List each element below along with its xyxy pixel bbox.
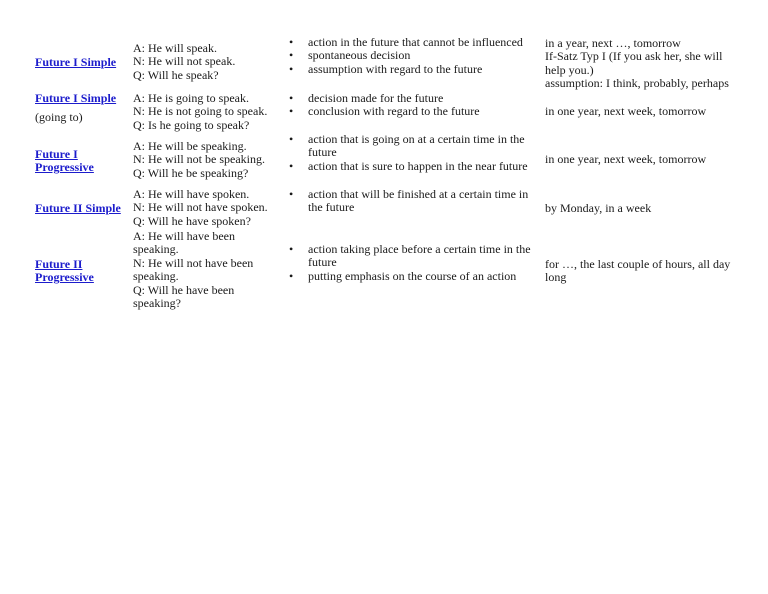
usage-item: • action that will be finished at a certain time in the future (289, 187, 529, 215)
bullet-icon: • (289, 242, 294, 256)
tense-link-future-i-simple-going-to[interactable]: Future I Simple (35, 91, 117, 105)
usage-item: • action taking place before a certain time in the future (289, 242, 531, 270)
forms-cell (133, 230, 275, 310)
usage-item: • action that is sure to happen in the near future (289, 158, 528, 173)
affirmative-form: A: He is going to speak. (133, 91, 249, 105)
usage-list (288, 188, 542, 215)
question-form: Q: Will he have been speaking? (133, 282, 235, 311)
usage-list (288, 92, 542, 119)
signal-words: in a year, next …, tomorrow (545, 36, 681, 50)
usage-list (288, 36, 542, 76)
signal-words-cell (545, 202, 735, 215)
signal-words-cell (545, 105, 735, 118)
affirmative-form: A: He will have been speaking. (133, 229, 235, 257)
signal-words: for …, the last couple of hours, all day long (545, 257, 731, 285)
bullet-icon: • (289, 35, 294, 49)
question-form: Q: Will he be speaking? (133, 165, 249, 180)
forms-cell (133, 42, 275, 82)
tense-name-cell (35, 148, 127, 175)
usage-list (288, 243, 542, 283)
bullet-icon: • (289, 268, 294, 283)
tense-link-future-i-simple[interactable]: Future I Simple (35, 55, 117, 69)
forms-cell (133, 92, 275, 132)
signal-words-cell (545, 153, 735, 166)
affirmative-form: A: He will be speaking. (133, 139, 247, 153)
signal-words: assumption: I think, probably, perhaps (545, 76, 729, 91)
affirmative-form: A: He will speak. (133, 41, 217, 55)
signal-words: by Monday, in a week (545, 201, 652, 215)
usage-item: • action in the future that cannot be influenced (289, 35, 523, 49)
question-form: Q: Is he going to speak? (133, 117, 250, 132)
bullet-icon: • (289, 132, 294, 146)
bullet-icon: • (289, 158, 294, 173)
negative-form: N: He will not have been speaking. (133, 255, 254, 284)
negative-form: N: He will not be speaking. (133, 152, 265, 167)
tense-link-future-i-progressive[interactable]: Future I Progressive (35, 147, 94, 175)
negative-form: N: He will not have spoken. (133, 200, 268, 215)
tense-name-cell (35, 92, 127, 125)
forms-cell (133, 188, 275, 228)
bullet-icon: • (289, 48, 294, 63)
signal-words: in one year, next week, tomorrow (545, 152, 707, 166)
bullet-icon: • (289, 91, 294, 105)
usage-item: • decision made for the future (289, 91, 444, 105)
tense-name-cell (35, 56, 127, 69)
usage-item: • spontaneous decision (289, 48, 411, 63)
signal-words: in one year, next week, tomorrow (545, 104, 707, 118)
affirmative-form: A: He will have spoken. (133, 187, 250, 201)
negative-form: N: He is not going to speak. (133, 104, 268, 119)
usage-item: • putting emphasis on the course of an action (289, 268, 517, 283)
question-form: Q: Will he speak? (133, 67, 219, 82)
tense-link-future-ii-simple[interactable]: Future II Simple (35, 201, 121, 215)
negative-form: N: He will not speak. (133, 54, 236, 69)
forms-cell (133, 140, 275, 180)
question-form: Q: Will he have spoken? (133, 213, 251, 228)
bullet-icon: • (289, 61, 294, 76)
usage-item: • action that is going on at a certain time in the future (289, 132, 525, 160)
tense-subtitle: (going to) (35, 110, 83, 125)
tense-name-cell (35, 202, 127, 215)
signal-words-cell (545, 37, 735, 91)
usage-item: • assumption with regard to the future (289, 61, 483, 76)
usage-list (288, 133, 542, 173)
bullet-icon: • (289, 187, 294, 201)
bullet-icon: • (289, 104, 294, 119)
signal-words-cell (545, 258, 735, 285)
signal-words: If-Satz Typ I (If you ask her, she will help you.) (545, 49, 723, 77)
usage-item: • conclusion with regard to the future (289, 104, 480, 119)
tense-link-future-ii-progressive[interactable]: Future II Progressive (35, 257, 94, 285)
tense-name-cell (35, 258, 127, 285)
